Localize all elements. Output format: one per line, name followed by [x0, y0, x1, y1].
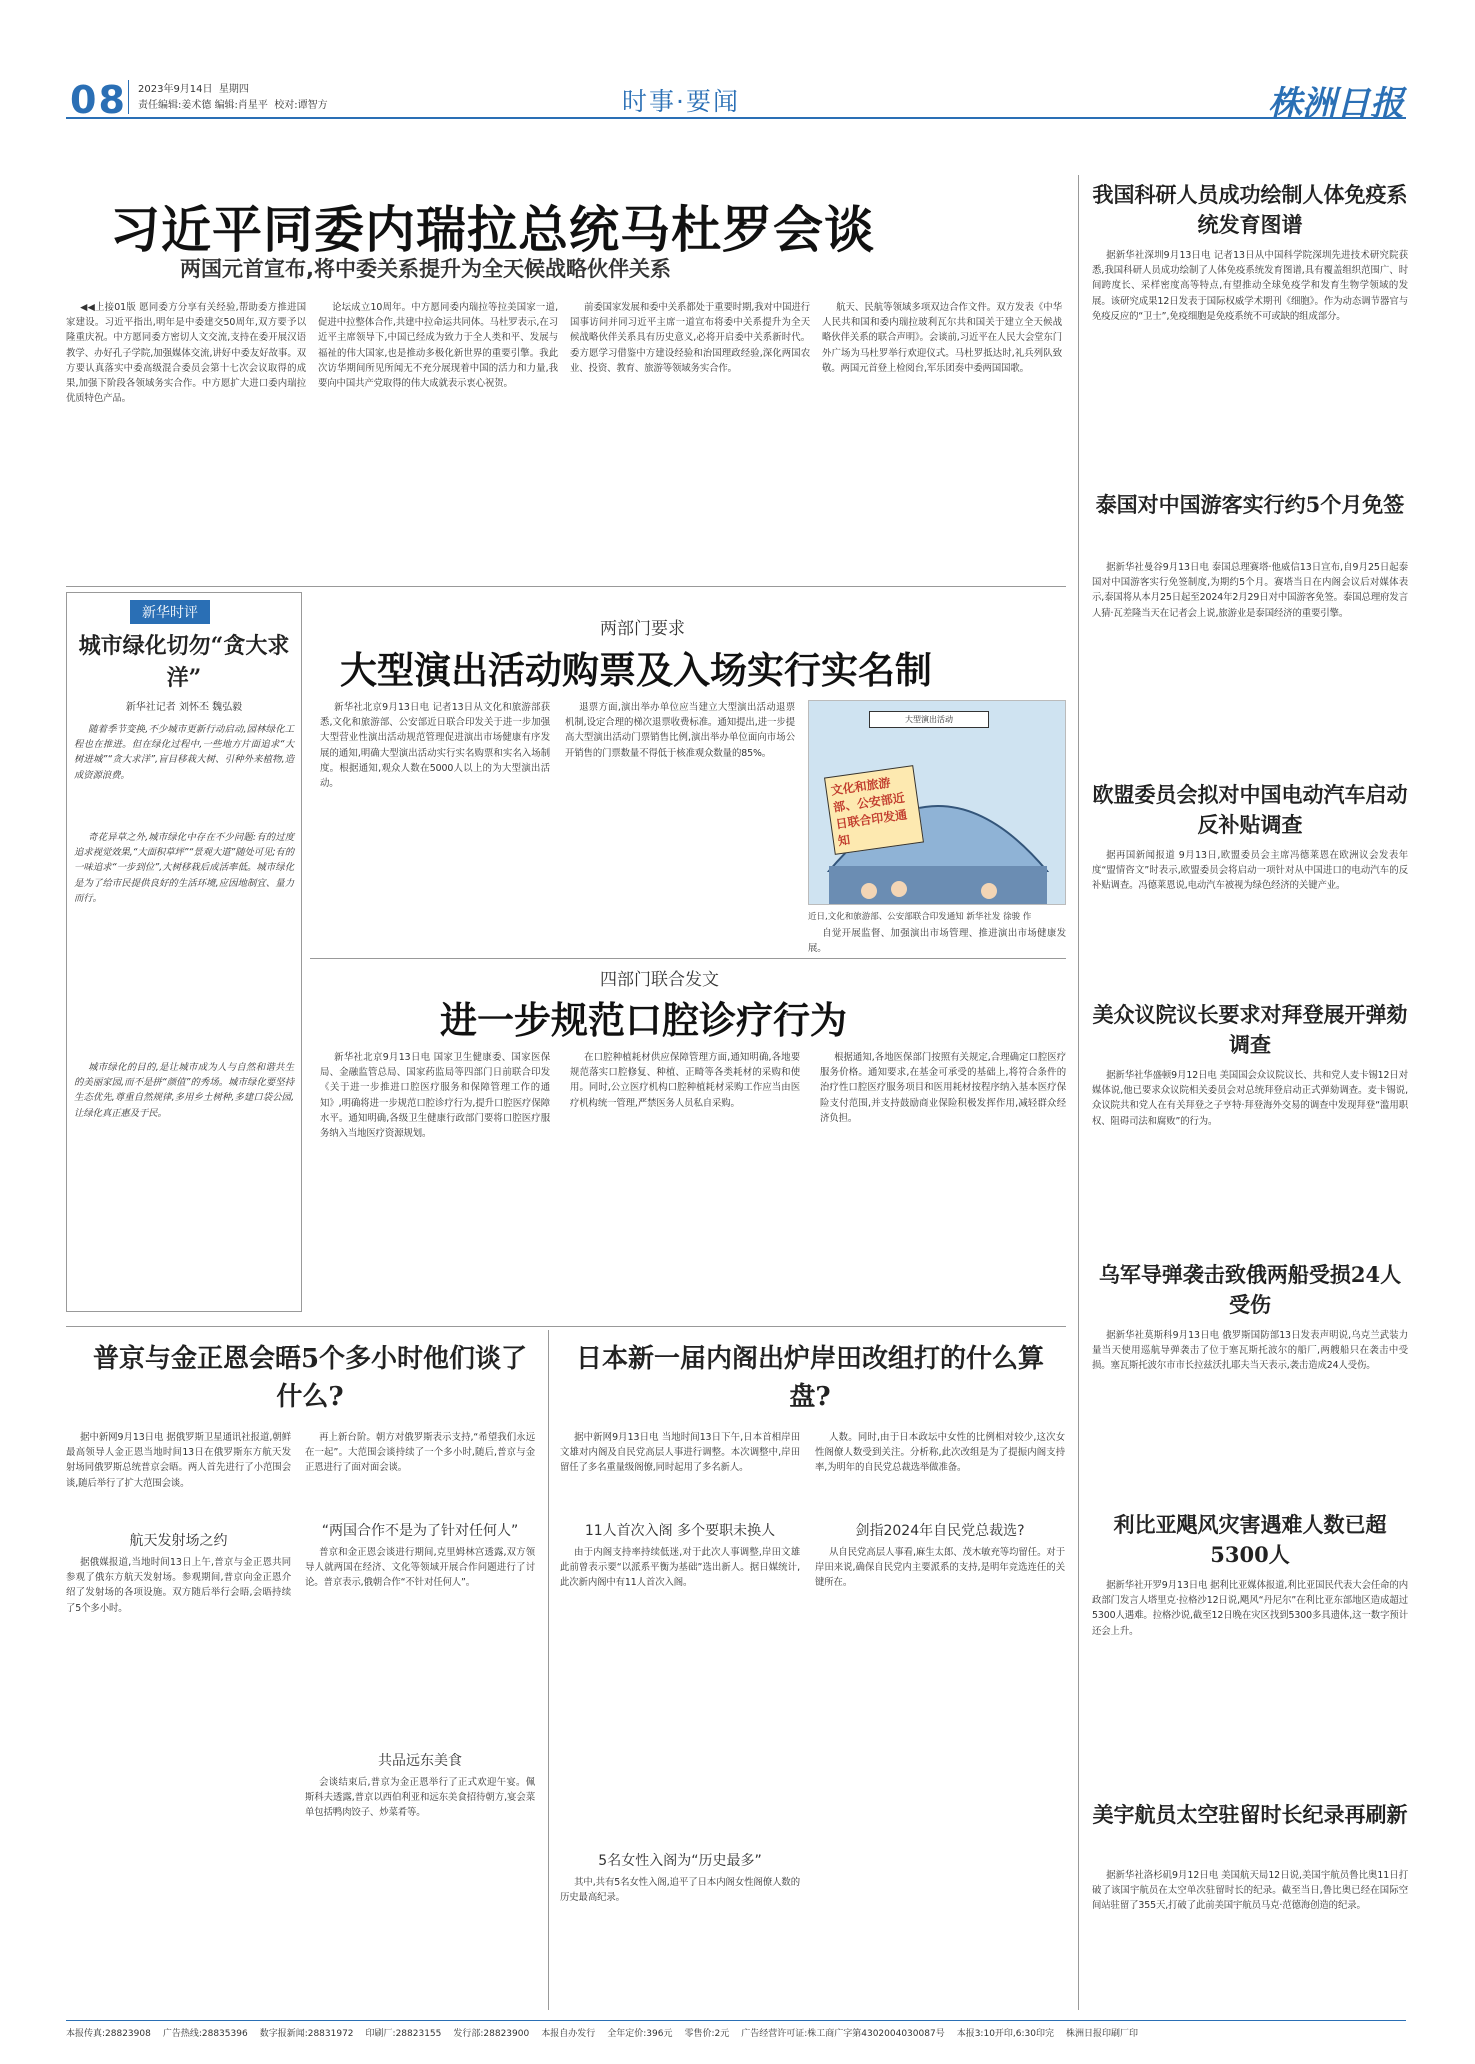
bottom-divider — [548, 1330, 549, 2010]
japan-col-2b: 从自民党高层人事看,麻生太郎、茂木敏充等均留任。对于岸田来说,确保自民党内主要派系的支持,是明年竞选连任的关键所在。 — [815, 1547, 1065, 1589]
lead-subheadline: 两国元首宣布,将中委关系提升为全天候战略伙伴关系 — [180, 257, 671, 281]
japan-title: 日本新一届内阁出炉岸田改组打的什么算盘? — [575, 1344, 1044, 1412]
footer-item: 数字报新闻:28831972 — [259, 2029, 354, 2039]
putin-subhead-2: “两国合作不是为了针对任何人” — [321, 1523, 519, 1539]
editor: 责任编辑:姜术德 — [138, 100, 212, 111]
putin-kim-title: 普京与金正恩会晤5个多小时他们谈了什么? — [92, 1344, 528, 1412]
japan-col-1c: 其中,共有5名女性入阁,追平了日本内阁女性阁僚人数的历史最高纪录。 — [560, 1877, 800, 1904]
japan-headline — [560, 1340, 1060, 1416]
commentary-title: 城市绿化切勿“贪大求洋” — [78, 633, 290, 691]
japan-col-2: 人数。同时,由于日本政坛中女性的比例相对较少,这次女性阁僚人数受到关注。分析称,此次改组是为了提振内阁支持率,为明年的自民党总裁选举做准备。 — [815, 1432, 1065, 1474]
dental-col-1: 新华社北京9月13日电 国家卫生健康委、国家医保局、金融监管总局、国家药监局等四部门日前联合印发《关于进一步推进口腔医疗服务和保障管理工作的通知》,明确将进一步规范口腔诊疗行为,提升口腔医疗保障水平。通知明确,各级卫生健康行政部门要将口腔医疗服务纳入当地医疗资源规划。 — [320, 1052, 550, 1140]
lead-bottom-rule — [66, 586, 1066, 587]
footer-item: 本报3:10开印,6:30印完 — [956, 2029, 1054, 2039]
japan-subhead-2: 5名女性入阁为“历史最多” — [598, 1853, 762, 1869]
bottom-top-rule — [66, 1326, 1066, 1327]
performance-kicker: 两部门要求 — [600, 619, 685, 639]
putin-col-2: 再上新台阶。朝方对俄罗斯表示支持,“希望我们永远在一起”。大范围会谈持续了一个多小时,随后,普京与金正恩进行了面对面会谈。 — [305, 1432, 535, 1474]
footer-item: 本报自办发行 — [541, 2029, 596, 2039]
japan-col-1b: 由于内阁支持率持续低迷,对于此次人事调整,岸田文雄此前曾表示要“以派系平衡为基础”选出新人。据日媒统计,此次新内阁中有11人首次入阁。 — [560, 1547, 800, 1589]
brief-1-title: 我国科研人员成功绘制人体免疫系统发育图谱 — [1092, 182, 1408, 237]
commentary-body-2: 城市绿化的目的,是让城市成为人与自然和谐共生的美丽家园,而不是拼“颜值”的秀场。城市绿化要坚持生态优先,尊重自然规律,多用乡土树种,多建口袋公园,让绿化真正惠及于民。 — [74, 1062, 294, 1119]
brief-6-text: 据新华社开罗9月13日电 据利比亚媒体报道,利比亚国民代表大会任命的内政部门发言人塔里克·拉格沙12日说,飓风“丹尼尔”在利比亚东部地区造成超过5300人遇难。拉格沙说,截至12日晚在灾区找到5300多具遗体,这一数字预计还会上升。 — [1092, 1580, 1408, 1637]
putin-subhead-3: 共品远东美食 — [378, 1753, 462, 1769]
dental-col-2: 在口腔种植耗材供应保障管理方面,通知明确,各地要规范落实口腔修复、种植、正畸等各类耗材的采购和使用。同时,公立医疗机构口腔种植耗材采购工作应当由医疗机构统一管理,严禁医务人员私自采购。 — [570, 1052, 800, 1109]
putin-col-2b: 普京和金正恩会谈进行期间,克里姆林宫透露,双方领导人就两国在经济、文化等领域开展合作问题进行了讨论。普京表示,俄朝合作“不针对任何人”。 — [305, 1547, 535, 1589]
footer-item: 株洲日报印刷厂印 — [1066, 2029, 1139, 2039]
section-title: 时事·要闻 — [622, 87, 740, 116]
footer-item: 本报传真:28823908 — [66, 2029, 151, 2039]
commentary-intro: 随着季节变换,不少城市更新行动启动,园林绿化工程也在推进。但在绿化过程中,一些地方片面追求“大树进城”“贪大求洋”,盲目移栽大树、引种外来植物,造成资源浪费。 — [74, 724, 294, 781]
lead-col-1: ◀◀上接01版 愿同委方分享有关经验,帮助委方推进国家建设。习近平指出,明年是中委建交50周年,双方要予以隆重庆祝。中方愿同委方密切人文交流,支持在委开展汉语教学、办好孔子学院,加强媒体交流,讲好中委友好故事。双方要认真落实中委高级混合委员会第十七次会议取得的成果,加强下阶段各领域务实合作。中方愿扩大进口委内瑞拉优质特色产品。 — [66, 302, 306, 405]
page-number: 08 — [70, 78, 127, 122]
brief-2-text: 据新华社曼谷9月13日电 泰国总理赛塔·他威信13日宣布,自9月25日起泰国对中国游客实行免签制度,为期约5个月。赛塔当日在内阁会议后对媒体表示,泰国将从本月25日起至2024年2月29日对中国游客免签。泰国总理府发言人猜·瓦差隆当天在记者会上说,旅游业是泰国经济的重要引擎。 — [1092, 562, 1408, 619]
brief-7-text: 据新华社洛杉矶9月12日电 美国航天局12日说,美国宇航员鲁比奥11日打破了该国宇航员在太空单次驻留时长的纪录。截至当日,鲁比奥已经在国际空间站驻留了355天,打破了此前美国宇航员马克·范德海创造的纪录。 — [1092, 1870, 1408, 1912]
cartoon-sign: 文化和旅游部、公安部近日联合印发通知 — [824, 765, 924, 855]
brief-6-title: 利比亚飓风灾害遇难人数已超5300人 — [1113, 1512, 1387, 1567]
footer-item: 印刷厂:28823155 — [365, 2029, 442, 2039]
brief-5-text: 据新华社莫斯科9月13日电 俄罗斯国防部13日发表声明说,乌克兰武装力量当天使用巡航导弹袭击了位于塞瓦斯托波尔的船厂,两艘船只在袭击中受损。塞瓦斯托波尔市市长拉兹沃扎耶夫当天表示,袭击造成24人受伤。 — [1092, 1330, 1408, 1372]
paper-logo: 株洲日报 — [1268, 84, 1404, 124]
brief-4-title: 美众议院议长要求对拜登展开弹劾调查 — [1092, 1002, 1408, 1057]
footer-item: 广告热线:28835396 — [162, 2029, 248, 2039]
footer-item: 广告经营许可证:株工商广字第4302004030087号 — [741, 2029, 945, 2039]
cartoon-caption: 近日,文化和旅游部、公安部联合印发通知 新华社发 徐骏 作 — [808, 912, 1032, 922]
performance-col-1: 新华社北京9月13日电 记者13日从文化和旅游部获悉,文化和旅游部、公安部近日联合印发关于进一步加强大型营业性演出活动规范管理促进演出市场健康有序发展的通知,明确大型演出活动实行实名购票和实名入场制度。根据通知,观众人数在5000人以上的为大型演出活动。 — [320, 702, 550, 790]
putin-col-2c: 会谈结束后,普京为金正恩举行了正式欢迎午宴。佩斯科夫透露,普京以西伯利亚和远东美食招待朝方,宴会菜单包括鸭肉饺子、炒菜肴等。 — [305, 1777, 535, 1819]
issue-weekday: 星期四 — [218, 84, 249, 95]
brief-1-text: 据新华社深圳9月13日电 记者13日从中国科学院深圳先进技术研究院获悉,我国科研人员成功绘制了人体免疫系统发育图谱,具有覆盖组织范围广、时间跨度长、采样密度高等特点,有望推动全球免疫学和发育生物学领域的发展。该研究成果12日发表于国际权威学术期刊《细胞》。作为动态调节器官与免疫反应的“卫士”,免疫细胞是免疫系统不可或缺的组成部分。 — [1092, 250, 1408, 322]
commentary-byline: 新华社记者 刘怀丕 魏弘毅 — [125, 702, 243, 713]
performance-headline: 大型演出活动购票及入场实行实名制 — [340, 649, 932, 692]
putin-col-1: 据中新网9月13日电 据俄罗斯卫星通讯社报道,朝鲜最高领导人金正恩当地时间13日在俄罗斯东方航天发射场同俄罗斯总统普京会晤。两人首先进行了小范围会谈,随后举行了扩大范围会谈。 — [66, 1432, 291, 1489]
dental-col-3: 根据通知,各地医保部门按照有关规定,合理确定口腔医疗服务价格。通知要求,在基金可承受的基础上,将符合条件的治疗性口腔医疗服务项目和医用耗材按程序纳入基本医疗保险支付范围,并支持鼓励商业保险积极发挥作用,减轻群众经济负担。 — [820, 1052, 1066, 1124]
footer-item: 零售价:2元 — [684, 2029, 730, 2039]
designer: 编辑:肖星平 — [214, 100, 268, 111]
brief-4-text: 据新华社华盛顿9月12日电 美国国会众议院议长、共和党人麦卡锡12日对媒体说,他已要求众议院相关委员会对总统拜登启动正式弹劾调查。麦卡锡说,众议院共和党人在有关拜登之子亨特·拜登海外交易的调查中发现拜登“滥用职权、阻碍司法和腐败”的行为。 — [1092, 1070, 1408, 1127]
japan-col-1: 据中新网9月13日电 当地时间13日下午,日本首相岸田文雄对内阁及自民党高层人事进行调整。本次调整中,岸田留任了多名重量级阁僚,同时起用了多名新人。 — [560, 1432, 800, 1474]
japan-subhead-3: 剑指2024年自民党总裁选? — [855, 1523, 1025, 1539]
lead-col-3: 前委国家发展和委中关系都处于重要时期,我对中国进行国事访问并同习近平主席一道宣布将委中关系提升为全天候战略伙伴关系具有历史意义,必将开启委中关系新时代。委方愿学习借鉴中方建设经验和治国理政经验,深化两国农业、投资、教育、旅游等领域务实合作。 — [570, 302, 810, 374]
cartoon-board: 大型演出活动 — [869, 711, 989, 728]
issue-date: 2023年9月14日 — [138, 84, 213, 95]
commentary-body-1: 奇花异草之外,城市绿化中存在不少问题:有的过度追求视觉效果,“大面积草坪”“景观大道”随处可见;有的一味追求“一步到位”,大树移栽后成活率低。城市绿化是为了给市民提供良好的生活环境,应因地制宜、量力而行。 — [74, 832, 294, 904]
lead-col-4: 航天、民航等领域多项双边合作文件。双方发表《中华人民共和国和委内瑞拉玻利瓦尔共和国关于建立全天候战略伙伴关系的联合声明》。会谈前,习近平在人民大会堂东门外广场为马杜罗举行欢迎仪式。马杜罗抵达时,礼兵列队致敬。两国元首登上检阅台,军乐团奏中委两国国歌。 — [822, 302, 1062, 374]
proofreader: 校对:谭智方 — [274, 100, 328, 111]
performance-tail: 自觉开展监督、加强演出市场管理、推进演出市场健康发展。 — [808, 928, 1066, 955]
lead-col-2: 论坛成立10周年。中方愿同委内瑞拉等拉美国家一道,促进中拉整体合作,共建中拉命运共同体。马杜罗表示,在习近平主席领导下,中国已经成为致力于全人类和平、发展与福祉的伟大国家,也是推动多极化新世界的重要引擎。我此次访华期间所见所闻无不充分展现着中国的活力和力量,我要向中国共产党取得的伟大成就表示衷心祝贺。 — [318, 302, 558, 390]
brief-2-title: 泰国对中国游客实行约5个月免签 — [1095, 492, 1405, 517]
japan-subhead-1: 11人首次入阁 多个要职未换人 — [584, 1523, 776, 1539]
footer-bar — [66, 2026, 1406, 2039]
dental-headline: 进一步规范口腔诊疗行为 — [440, 999, 847, 1042]
performance-cartoon — [808, 700, 1066, 905]
brief-3-text: 据再国新闻报道 9月13日,欧盟委员会主席冯德莱恩在欧洲议会发表年度“盟情咨文”时表示,欧盟委员会将启动一项针对从中国进口的电动汽车的反补贴调查。冯德莱恩说,电动汽车被视为绿色经济的关键产业。 — [1092, 850, 1408, 892]
putin-col-1b: 据俄媒报道,当地时间13日上午,普京与金正恩共同参观了俄东方航天发射场。参观期间,普京向金正恩介绍了发射场的各项设施。双方随后举行会晤,会晤持续了5个多小时。 — [66, 1557, 291, 1614]
commentary-badge: 新华时评 — [130, 600, 210, 624]
footer-item: 发行部:28823900 — [453, 2029, 530, 2039]
dental-kicker: 四部门联合发文 — [600, 970, 719, 990]
brief-3-title: 欧盟委员会拟对中国电动汽车启动反补贴调查 — [1092, 782, 1408, 837]
dental-top-rule — [310, 958, 1066, 959]
lead-headline: 习近平同委内瑞拉总统马杜罗会谈 — [110, 201, 875, 259]
footer-item: 全年定价:396元 — [607, 2029, 673, 2039]
right-column-rule — [1078, 175, 1079, 2010]
footer-rule — [66, 2020, 1406, 2021]
brief-7-title: 美宇航员太空驻留时长纪录再刷新 — [1092, 1802, 1408, 1827]
putin-kim-headline — [80, 1340, 540, 1416]
brief-5-title: 乌军导弹袭击致俄两船受损24人受伤 — [1098, 1262, 1402, 1317]
performance-col-2: 退票方面,演出举办单位应当建立大型演出活动退票机制,设定合理的梯次退票收费标准。通知提出,进一步提高大型演出活动门票销售比例,演出举办单位面向市场公开销售的门票数量不得低于核准观众数量的85%。 — [565, 702, 795, 759]
masthead-divider — [128, 80, 129, 114]
putin-subhead-1: 航天发射场之约 — [129, 1533, 228, 1549]
masthead-meta — [138, 82, 328, 114]
